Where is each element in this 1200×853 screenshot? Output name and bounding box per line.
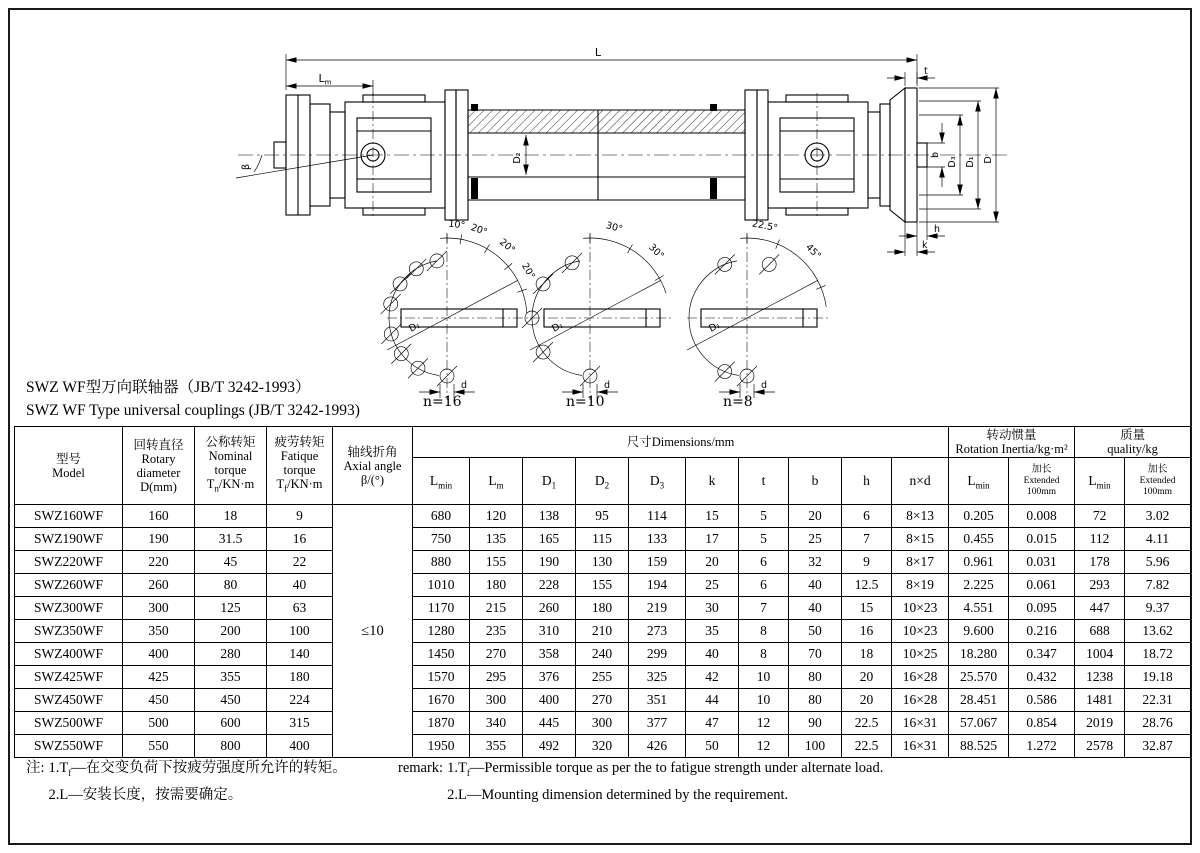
table-cell: 63 xyxy=(267,597,333,620)
table-cell: 8×13 xyxy=(892,505,949,528)
dim-col-header: b xyxy=(789,458,842,505)
table-cell: 680 xyxy=(413,505,470,528)
table-cell: 133 xyxy=(629,528,686,551)
dim-label-k: k xyxy=(922,240,928,251)
table-cell: 450 xyxy=(195,689,267,712)
col-header-fatigue-torque: 疲劳转矩 Fatique torque $T_f/KN\cdot m$ xyxy=(267,427,333,505)
table-cell: 0.095 xyxy=(1009,597,1075,620)
table-cell: 447 xyxy=(1075,597,1125,620)
table-cell: 2578 xyxy=(1075,735,1125,758)
table-cell: 115 xyxy=(576,528,629,551)
table-cell: 320 xyxy=(576,735,629,758)
table-cell: 8×17 xyxy=(892,551,949,574)
table-cell: 13.62 xyxy=(1125,620,1191,643)
table-row xyxy=(15,689,1191,712)
table-cell: 12 xyxy=(739,712,789,735)
dim-col-header: $L_{min}$ xyxy=(949,458,1009,505)
table-cell: 1004 xyxy=(1075,643,1125,666)
table-cell: 235 xyxy=(470,620,523,643)
table-cell: 280 xyxy=(195,643,267,666)
table-cell: 880 xyxy=(413,551,470,574)
table-cell: 9 xyxy=(267,505,333,528)
bolt-count-label: n=8 xyxy=(723,394,753,410)
table-cell: 358 xyxy=(523,643,576,666)
table-cell: 310 xyxy=(523,620,576,643)
table-cell: 1950 xyxy=(413,735,470,758)
table-cell: 18 xyxy=(842,643,892,666)
table-cell: 40 xyxy=(789,597,842,620)
table-cell: 3.02 xyxy=(1125,505,1191,528)
table-cell: 155 xyxy=(470,551,523,574)
bolt-circle-label: D₁ xyxy=(407,319,423,335)
table-cell: 7.82 xyxy=(1125,574,1191,597)
col-header-model: 型号 Model xyxy=(15,427,123,505)
table-cell: 120 xyxy=(470,505,523,528)
table-cell: 18.72 xyxy=(1125,643,1191,666)
table-cell: 30 xyxy=(686,597,739,620)
table-cell: 19.18 xyxy=(1125,666,1191,689)
table-cell: 1170 xyxy=(413,597,470,620)
table-cell: 80 xyxy=(195,574,267,597)
table-cell: 44 xyxy=(686,689,739,712)
dim-col-header: 加长 Extended 100mm xyxy=(1125,458,1191,505)
dim-col-header: $D_3$ xyxy=(629,458,686,505)
note-en-item-1: $1.T_f—Permissible$ torque as per the to fatigue strength under alternate load. xyxy=(447,760,884,778)
table-cell: 180 xyxy=(267,666,333,689)
table-cell: 25.570 xyxy=(949,666,1009,689)
table-cell: 6 xyxy=(842,505,892,528)
table-cell: 220 xyxy=(123,551,195,574)
table-cell: 22 xyxy=(267,551,333,574)
table-cell: 5 xyxy=(739,505,789,528)
table-cell: 0.205 xyxy=(949,505,1009,528)
table-cell: 400 xyxy=(267,735,333,758)
table-cell: 2.225 xyxy=(949,574,1009,597)
table-cell: 377 xyxy=(629,712,686,735)
title-en: SWZ WF Type universal couplings (JB/T 3242-1993) xyxy=(26,402,360,419)
table-cell: 215 xyxy=(470,597,523,620)
table-cell: 190 xyxy=(123,528,195,551)
table-row xyxy=(15,620,1191,643)
table-cell: 4.11 xyxy=(1125,528,1191,551)
table-cell: 165 xyxy=(523,528,576,551)
seal-ring-mark xyxy=(471,104,478,111)
table-cell: 4.551 xyxy=(949,597,1009,620)
model-cell: SWZ450WF xyxy=(15,689,123,712)
table-cell: 219 xyxy=(629,597,686,620)
table-cell: 8×19 xyxy=(892,574,949,597)
table-cell: 138 xyxy=(523,505,576,528)
note-cn-item-1: $1.T_f—$在交变负荷下按疲劳强度所允许的转矩。 xyxy=(48,760,347,778)
table-cell: 8 xyxy=(739,643,789,666)
table-cell: 0.854 xyxy=(1009,712,1075,735)
table-cell: 20 xyxy=(842,666,892,689)
table-cell: 16×31 xyxy=(892,735,949,758)
table-cell: 160 xyxy=(123,505,195,528)
table-cell: 8×15 xyxy=(892,528,949,551)
table-cell: 6 xyxy=(739,574,789,597)
model-cell: SWZ550WF xyxy=(15,735,123,758)
col-header-axial-angle: 轴线折角 Axial angle β/(°) xyxy=(333,427,413,505)
table-cell: 299 xyxy=(629,643,686,666)
table-cell: 114 xyxy=(629,505,686,528)
table-cell: 224 xyxy=(267,689,333,712)
table-cell: 240 xyxy=(576,643,629,666)
bolt-count-label: n=10 xyxy=(566,394,605,410)
bolt-count-label: n=16 xyxy=(423,394,462,410)
table-cell: 20 xyxy=(789,505,842,528)
dim-col-header: k xyxy=(686,458,739,505)
bolt-circle-label: D₁ xyxy=(550,319,566,335)
table-cell: 0.031 xyxy=(1009,551,1075,574)
table-cell: 325 xyxy=(629,666,686,689)
dim-col-header: $L_m$ xyxy=(470,458,523,505)
table-cell: 492 xyxy=(523,735,576,758)
table-cell: 130 xyxy=(576,551,629,574)
col-header-nominal-torque: 公称转矩 Nominal torque $T_n/KN\cdot m$ xyxy=(195,427,267,505)
table-cell: 0.008 xyxy=(1009,505,1075,528)
table-cell: 1238 xyxy=(1075,666,1125,689)
model-cell: SWZ400WF xyxy=(15,643,123,666)
hole-dia-label: d xyxy=(604,380,611,391)
title-cn: SWZ WF型万向联轴器（JB/T 3242-1993） xyxy=(26,379,311,396)
model-cell: SWZ190WF xyxy=(15,528,123,551)
table-cell: 5 xyxy=(739,528,789,551)
table-row xyxy=(15,735,1191,758)
table-cell: 351 xyxy=(629,689,686,712)
dim-col-header: h xyxy=(842,458,892,505)
table-cell: 125 xyxy=(195,597,267,620)
table-cell: 16×31 xyxy=(892,712,949,735)
table-cell: 295 xyxy=(470,666,523,689)
dim-label-D: D xyxy=(983,156,994,164)
note-en-item-2: 2.L—Mounting dimension determined by the requirement. xyxy=(447,786,789,803)
table-cell: 45 xyxy=(195,551,267,574)
table-cell: 17 xyxy=(686,528,739,551)
table-cell: 425 xyxy=(123,666,195,689)
table-cell: 450 xyxy=(123,689,195,712)
table-cell: 1.272 xyxy=(1009,735,1075,758)
table-cell: 40 xyxy=(686,643,739,666)
table-cell: 40 xyxy=(789,574,842,597)
angle-label: 22.5° xyxy=(751,218,779,235)
table-cell: 47 xyxy=(686,712,739,735)
table-cell: 688 xyxy=(1075,620,1125,643)
table-cell: 255 xyxy=(576,666,629,689)
angle-label: 20° xyxy=(469,222,489,239)
table-cell: 15 xyxy=(686,505,739,528)
table-cell: 270 xyxy=(576,689,629,712)
angle-label: 30° xyxy=(604,220,624,236)
table-cell: 22.5 xyxy=(842,735,892,758)
table-cell: 1870 xyxy=(413,712,470,735)
table-cell: 25 xyxy=(686,574,739,597)
table-cell: 1670 xyxy=(413,689,470,712)
table-cell: 6 xyxy=(739,551,789,574)
table-cell: 0.455 xyxy=(949,528,1009,551)
model-cell: SWZ425WF xyxy=(15,666,123,689)
table-cell: 100 xyxy=(267,620,333,643)
angle-label: 30° xyxy=(646,242,666,262)
table-cell: 18.280 xyxy=(949,643,1009,666)
page-title-block xyxy=(26,376,360,422)
note-english xyxy=(398,757,883,806)
table-cell: 190 xyxy=(523,551,576,574)
table-cell: 0.432 xyxy=(1009,666,1075,689)
seal-ring-mark xyxy=(710,178,717,199)
angle-label: 20° xyxy=(497,236,518,257)
angle-label: 20° xyxy=(518,261,537,282)
table-cell: 10 xyxy=(739,689,789,712)
table-cell: 140 xyxy=(267,643,333,666)
table-cell: 300 xyxy=(123,597,195,620)
table-cell: 1280 xyxy=(413,620,470,643)
table-row xyxy=(15,643,1191,666)
dim-label-L: L xyxy=(594,46,602,59)
bolt-pattern-diagram xyxy=(381,219,537,410)
table-cell: 228 xyxy=(523,574,576,597)
table-cell: 22.31 xyxy=(1125,689,1191,712)
table-cell: 355 xyxy=(195,666,267,689)
table-cell: 32.87 xyxy=(1125,735,1191,758)
table-cell: 200 xyxy=(195,620,267,643)
table-row xyxy=(15,597,1191,620)
bolt-pattern-diagrams xyxy=(381,218,831,410)
model-cell: SWZ350WF xyxy=(15,620,123,643)
dim-col-header: $L_{min}$ xyxy=(1075,458,1125,505)
specs-table xyxy=(14,426,1191,758)
model-cell: SWZ160WF xyxy=(15,505,123,528)
table-cell: 178 xyxy=(1075,551,1125,574)
dim-label-D1: D₁ xyxy=(965,156,976,168)
table-cell: 16×28 xyxy=(892,689,949,712)
table-cell: 10×25 xyxy=(892,643,949,666)
table-cell: 0.586 xyxy=(1009,689,1075,712)
table-cell: 550 xyxy=(123,735,195,758)
bolt-pattern-diagram xyxy=(687,218,831,410)
dim-col-header: $L_{min}$ xyxy=(413,458,470,505)
table-cell: 293 xyxy=(1075,574,1125,597)
table-cell: 57.067 xyxy=(949,712,1009,735)
table-cell: 0.347 xyxy=(1009,643,1075,666)
model-cell: SWZ220WF xyxy=(15,551,123,574)
table-cell: 155 xyxy=(576,574,629,597)
col-group-quality: 质量 quality/kg xyxy=(1075,427,1191,458)
table-row xyxy=(15,505,1191,528)
table-cell: 15 xyxy=(842,597,892,620)
table-row xyxy=(15,574,1191,597)
table-cell: 1010 xyxy=(413,574,470,597)
table-cell: 1570 xyxy=(413,666,470,689)
table-cell: 32 xyxy=(789,551,842,574)
table-cell: 10 xyxy=(739,666,789,689)
dim-label-D3: D₃ xyxy=(947,156,958,168)
table-cell: 18 xyxy=(195,505,267,528)
table-cell: 80 xyxy=(789,689,842,712)
table-cell: 426 xyxy=(629,735,686,758)
table-cell: 9 xyxy=(842,551,892,574)
table-cell: 10×23 xyxy=(892,597,949,620)
table-cell: 180 xyxy=(470,574,523,597)
table-cell: 35 xyxy=(686,620,739,643)
seal-ring-mark xyxy=(710,104,717,111)
table-cell: 800 xyxy=(195,735,267,758)
table-cell: 300 xyxy=(470,689,523,712)
angle-label: 45° xyxy=(803,242,823,262)
table-cell: 28.451 xyxy=(949,689,1009,712)
table-cell: 750 xyxy=(413,528,470,551)
table-row xyxy=(15,551,1191,574)
dim-label-h: h xyxy=(934,224,941,235)
table-cell: 400 xyxy=(523,689,576,712)
model-cell: SWZ500WF xyxy=(15,712,123,735)
table-cell: 8 xyxy=(739,620,789,643)
table-cell: 100 xyxy=(789,735,842,758)
table-cell: 10×23 xyxy=(892,620,949,643)
table-cell: 260 xyxy=(123,574,195,597)
table-cell: 16×28 xyxy=(892,666,949,689)
table-cell: 0.015 xyxy=(1009,528,1075,551)
table-cell: 72 xyxy=(1075,505,1125,528)
table-cell: 90 xyxy=(789,712,842,735)
table-row xyxy=(15,666,1191,689)
table-cell: 16 xyxy=(267,528,333,551)
table-cell: 180 xyxy=(576,597,629,620)
hole-dia-label: d xyxy=(461,380,468,391)
table-cell: 9.37 xyxy=(1125,597,1191,620)
note-cn-item-2: 2.L—安装长度，按需要确定。 xyxy=(48,786,243,803)
table-cell: 445 xyxy=(523,712,576,735)
table-cell: 135 xyxy=(470,528,523,551)
table-cell: 340 xyxy=(470,712,523,735)
table-cell: 0.061 xyxy=(1009,574,1075,597)
dim-col-header: $D_1$ xyxy=(523,458,576,505)
technical-drawing xyxy=(10,10,1190,428)
table-cell: 20 xyxy=(686,551,739,574)
table-cell: 2019 xyxy=(1075,712,1125,735)
table-cell: 42 xyxy=(686,666,739,689)
table-cell: 600 xyxy=(195,712,267,735)
dim-label-t: t xyxy=(924,66,928,77)
model-cell: SWZ300WF xyxy=(15,597,123,620)
table-cell: 300 xyxy=(576,712,629,735)
table-cell: 500 xyxy=(123,712,195,735)
table-cell: 0.216 xyxy=(1009,620,1075,643)
table-cell: 112 xyxy=(1075,528,1125,551)
catalog-page xyxy=(8,8,1192,845)
table-cell: 70 xyxy=(789,643,842,666)
col-group-dimensions: 尺寸Dimensions/mm xyxy=(413,427,949,458)
table-cell: 50 xyxy=(789,620,842,643)
table-cell: 31.5 xyxy=(195,528,267,551)
dim-label-Lm: $L_m$ xyxy=(318,72,332,87)
table-cell: 9.600 xyxy=(949,620,1009,643)
table-cell: 7 xyxy=(739,597,789,620)
table-cell: 1450 xyxy=(413,643,470,666)
hole-dia-label: d xyxy=(761,380,768,391)
table-cell: 273 xyxy=(629,620,686,643)
table-row xyxy=(15,528,1191,551)
table-cell: 210 xyxy=(576,620,629,643)
table-cell: 260 xyxy=(523,597,576,620)
table-cell: 12.5 xyxy=(842,574,892,597)
dim-col-header: t xyxy=(739,458,789,505)
model-cell: SWZ260WF xyxy=(15,574,123,597)
dim-label-b: b xyxy=(930,151,941,159)
table-cell: 20 xyxy=(842,689,892,712)
dim-col-header: n×d xyxy=(892,458,949,505)
table-cell: 159 xyxy=(629,551,686,574)
table-cell: 28.76 xyxy=(1125,712,1191,735)
dim-col-header: $D_2$ xyxy=(576,458,629,505)
angle-label: 10° xyxy=(447,218,466,232)
table-cell: 5.96 xyxy=(1125,551,1191,574)
table-cell: 376 xyxy=(523,666,576,689)
col-header-rotary-diameter: 回转直径 Rotary diameter D(mm) xyxy=(123,427,195,505)
seal-ring-mark xyxy=(471,178,478,199)
table-cell: 315 xyxy=(267,712,333,735)
axial-angle-value-cell: ≤10 xyxy=(333,505,413,758)
table-cell: 88.525 xyxy=(949,735,1009,758)
table-cell: 95 xyxy=(576,505,629,528)
col-group-rotation-inertia: 转动惯量 Rotation Inertia/kg·m² xyxy=(949,427,1075,458)
bolt-circle-label: D₁ xyxy=(707,319,723,335)
table-cell: 355 xyxy=(470,735,523,758)
table-cell: 12 xyxy=(739,735,789,758)
table-cell: 40 xyxy=(267,574,333,597)
table-cell: 80 xyxy=(789,666,842,689)
table-cell: 16 xyxy=(842,620,892,643)
dim-label-beta: β xyxy=(241,163,252,171)
table-cell: 194 xyxy=(629,574,686,597)
note-en-label: remark: xyxy=(398,760,444,776)
dim-col-header: 加长 Extended 100mm xyxy=(1009,458,1075,505)
table-cell: 22.5 xyxy=(842,712,892,735)
table-cell: 350 xyxy=(123,620,195,643)
table-cell: 0.961 xyxy=(949,551,1009,574)
table-cell: 25 xyxy=(789,528,842,551)
dim-label-D2: D₂ xyxy=(512,152,523,164)
bolt-pattern-diagram xyxy=(522,220,674,410)
note-cn-label: 注: xyxy=(26,760,45,776)
table-cell: 400 xyxy=(123,643,195,666)
note-chinese xyxy=(26,757,347,806)
table-cell: 7 xyxy=(842,528,892,551)
table-cell: 50 xyxy=(686,735,739,758)
table-cell: 1481 xyxy=(1075,689,1125,712)
table-row xyxy=(15,712,1191,735)
table-cell: 270 xyxy=(470,643,523,666)
